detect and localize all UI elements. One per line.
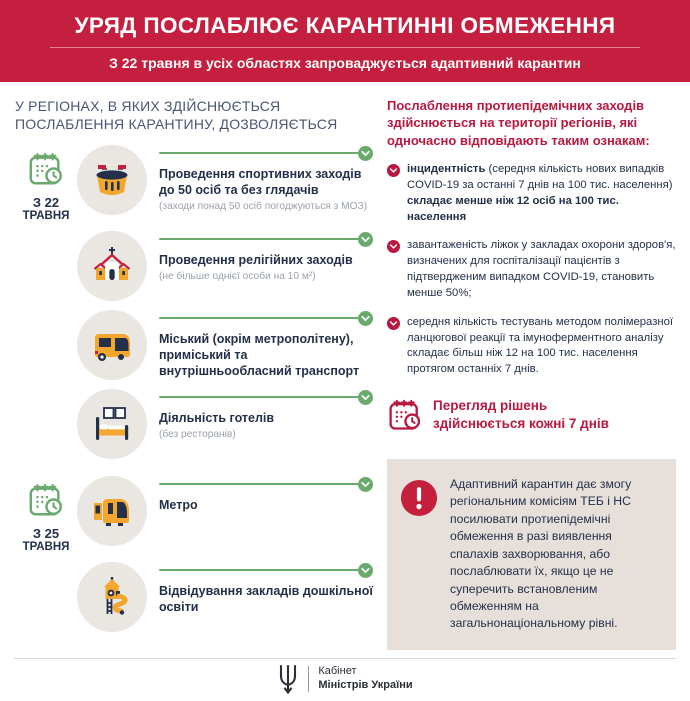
check-circle-icon	[358, 146, 373, 161]
logo-divider	[308, 666, 309, 692]
criteria-bullet-beds	[387, 238, 676, 301]
permissions-column	[15, 82, 373, 650]
permission-title: Міський (окрім метрополітену), приміський та внутрішньообласний транспорт	[159, 331, 360, 379]
permission-title: Проведення релігійних заходів	[159, 252, 353, 267]
criteria-heading: Послаблення протиепідемічних заходів здійснюється на території регіонів, які одночасно відповідають таким ознакам:	[387, 98, 650, 148]
warning-text: Адаптивний карантин дає змогу регіональним комісіям ТЕБ і НС посилювати протиепідемічні обмеження в разі виявлення спалахів захворювання, або послаблювати їх, якщо це не суперечить встановленим обмеженням на загальнонаціональному рівні.	[450, 476, 632, 631]
page-title: УРЯД ПОСЛАБЛЮЄ КАРАНТИННІ ОБМЕЖЕННЯ	[74, 13, 616, 38]
permission-row-religion	[15, 231, 373, 301]
criteria-bullet-incidence	[387, 162, 676, 225]
criteria-column	[387, 82, 676, 650]
criteria-text: середня кількість тестувань методом полімеразної ланцюгової реакції та імуноферментного аналізу складає більш ніж 12 на 100 тис. населення протягом останніх 7 днів.	[407, 315, 674, 376]
green-connector	[159, 311, 373, 326]
permission-row-hotels	[15, 389, 373, 459]
logo-text: Кабінет Міністрів України	[318, 665, 413, 691]
permission-row-kindergarten	[15, 562, 373, 632]
permission-title: Відвідування закладів дошкільної освіти	[159, 583, 373, 615]
check-circle-icon	[387, 240, 400, 253]
calendar-clock-icon	[27, 150, 65, 188]
check-circle-icon	[358, 232, 373, 247]
review-text: Перегляд рішень здійснюється кожні 7 днів	[433, 398, 609, 431]
date-line2: ТРАВНЯ	[22, 540, 70, 553]
main-content	[0, 82, 690, 650]
date-line1: З 25	[32, 525, 60, 541]
permission-title: Діяльність готелів	[159, 410, 275, 425]
page-subtitle: З 22 травня в усіх областях запроваджується адаптивний карантин	[109, 55, 581, 71]
criteria-text: інцидентність (середня кількість нових випадків COVID-19 за останні 7 днів на 100 тис. населення) складає менше ніж 12 осіб на 100 тис. населення	[407, 163, 673, 223]
check-circle-icon	[358, 390, 373, 405]
calendar-clock-icon	[27, 481, 65, 519]
criteria-text: завантаженість ліжок у закладах охорони здоров'я, визначених для госпіталізації пацієнтів з підтвердженим випадком COVID-19, становить менше 50%;	[407, 239, 676, 299]
permission-note: (без ресторанів)	[159, 429, 236, 441]
date-line1: З 22	[32, 194, 60, 210]
church-icon	[77, 231, 147, 301]
header-banner	[0, 0, 690, 82]
review-cadence	[387, 397, 676, 433]
permission-row-transport	[15, 310, 373, 380]
date-line2: ТРАВНЯ	[22, 209, 70, 222]
green-connector	[159, 232, 373, 247]
date-badge-may22	[15, 145, 77, 222]
permission-row-metro	[15, 476, 373, 553]
hotel-icon	[77, 389, 147, 459]
check-circle-icon	[387, 164, 400, 177]
green-connector	[159, 390, 373, 405]
permission-note: (заходи понад 50 осіб погоджуються з МОЗ)	[159, 201, 368, 213]
check-circle-icon	[358, 477, 373, 492]
permission-title: Проведення спортивних заходів до 50 осіб та без глядачів	[159, 166, 362, 198]
date-badge-may25	[15, 476, 77, 553]
warning-box	[387, 459, 676, 650]
permission-title: Метро	[159, 497, 198, 512]
calendar-clock-icon	[387, 397, 423, 433]
check-circle-icon	[358, 311, 373, 326]
permission-note: (не більше однієї особи на 10 м²)	[159, 271, 316, 283]
stadium-icon	[77, 145, 147, 215]
bus-icon	[77, 310, 147, 380]
criteria-bullet-testing	[387, 315, 676, 378]
trident-icon	[277, 664, 299, 694]
check-circle-icon	[387, 317, 400, 330]
metro-icon	[77, 476, 147, 546]
green-connector	[159, 146, 373, 161]
kindergarten-icon	[77, 562, 147, 632]
footer	[14, 658, 676, 701]
exclamation-icon	[400, 479, 438, 517]
green-connector	[159, 477, 373, 492]
permissions-heading: У РЕГІОНАХ, В ЯКИХ ЗДІЙСНЮЄТЬСЯ ПОСЛАБЛЕННЯ КАРАНТИНУ, ДОЗВОЛЯЄТЬСЯ	[15, 98, 338, 133]
green-connector	[159, 563, 373, 578]
cabinet-of-ministers-logo	[277, 664, 412, 694]
header-divider	[50, 47, 640, 48]
check-circle-icon	[358, 563, 373, 578]
permission-row-sports	[15, 145, 373, 222]
